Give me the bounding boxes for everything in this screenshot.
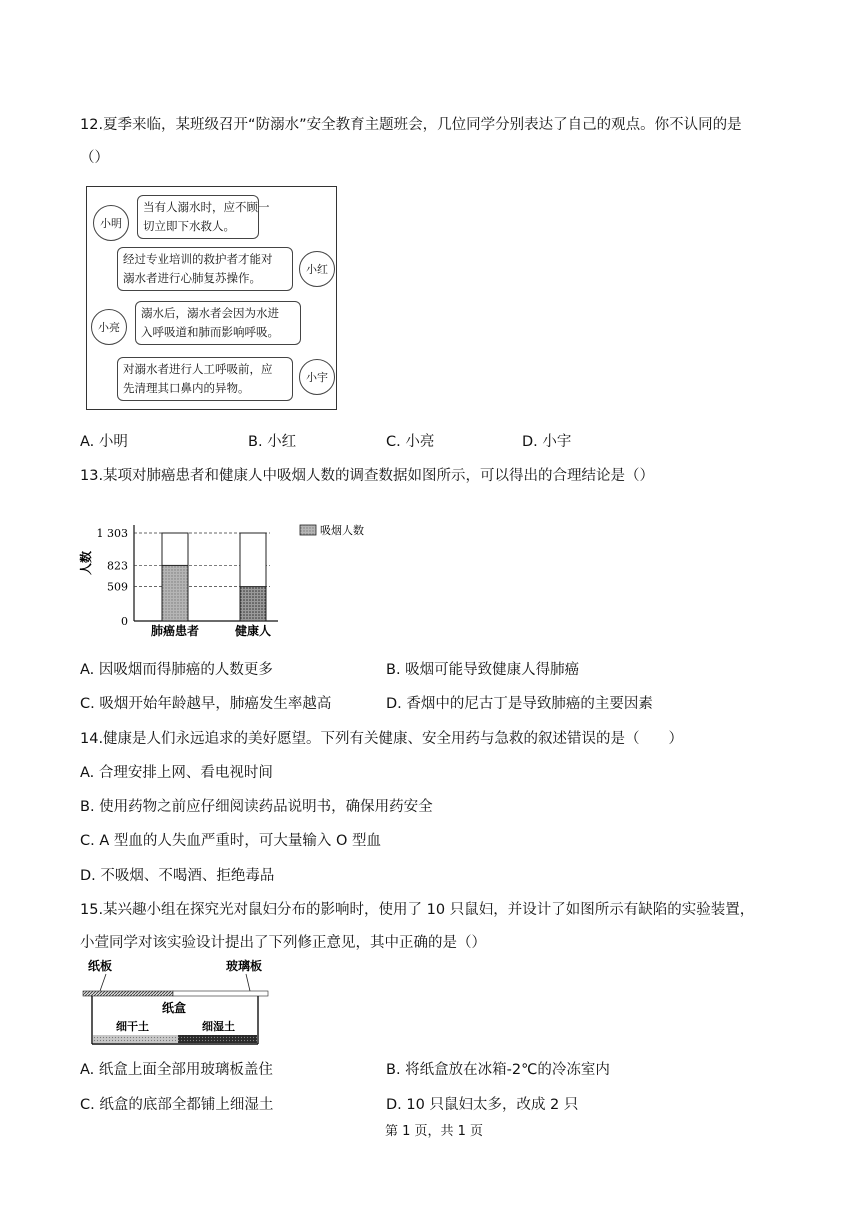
q15-stem-line2: 小萱同学对该实验设计提出了下列修正意见，其中正确的是（） bbox=[80, 935, 486, 951]
q12-option-b[interactable]: B. 小红 bbox=[248, 434, 297, 450]
page-footer: 第 1 页，共 1 页 bbox=[384, 1124, 484, 1139]
q14-option-c[interactable]: C. A 型血的人失血严重时，可大量输入 O 型血 bbox=[80, 833, 382, 849]
y-tick-label: 0 bbox=[121, 615, 128, 628]
q14-stem: 14.健康是人们永远追求的美好愿望。下列有关健康、安全用药与急救的叙述错误的是（ ） bbox=[80, 731, 684, 747]
q13-option-c[interactable]: C. 吸烟开始年龄越早，肺癌发生率越高 bbox=[80, 696, 332, 712]
y-tick-label: 509 bbox=[107, 580, 128, 594]
bar-chart-svg bbox=[78, 515, 398, 645]
pointer-line bbox=[100, 974, 106, 991]
apparatus-svg bbox=[78, 958, 278, 1050]
speech-line: 入呼吸道和肺而影响呼吸。 bbox=[141, 325, 279, 339]
speech-line: 经过专业培训的救护者才能对 bbox=[123, 252, 273, 266]
speech-bubble-xiaoming bbox=[137, 195, 270, 239]
q12-figure bbox=[86, 186, 337, 410]
q15-option-a[interactable]: A. 纸盒上面全部用玻璃板盖住 bbox=[80, 1062, 273, 1078]
avatar-xiaoming: 小明 bbox=[93, 205, 129, 241]
dry-soil-layer bbox=[93, 1035, 178, 1043]
label-wet-soil: 细湿土 bbox=[202, 1020, 235, 1033]
x-tick-label: 健康人 bbox=[234, 624, 272, 638]
speech-line: 对溺水者进行人工呼吸前，应 bbox=[123, 362, 273, 376]
q13-option-b[interactable]: B. 吸烟可能导致健康人得肺癌 bbox=[386, 662, 580, 678]
speech-line: 切立即下水救人。 bbox=[143, 219, 235, 233]
bar-smoking-1 bbox=[162, 565, 188, 621]
q13-option-d[interactable]: D. 香烟中的尼古丁是导致肺癌的主要因素 bbox=[386, 696, 653, 712]
q14-option-d[interactable]: D. 不吸烟、不喝酒、拒绝毒品 bbox=[80, 868, 275, 884]
speech-bubble-xiaoyu bbox=[117, 357, 293, 401]
label-glass: 玻璃板 bbox=[226, 959, 263, 973]
q12-option-c[interactable]: C. 小亮 bbox=[386, 434, 435, 450]
q13-option-a[interactable]: A. 因吸烟而得肺癌的人数更多 bbox=[80, 662, 273, 678]
legend-swatch bbox=[300, 525, 316, 535]
q15-stem-line1: 15.某兴趣小组在探究光对鼠妇分布的影响时，使用了 10 只鼠妇，并设计了如图所示有缺陷的实验装置， bbox=[80, 902, 755, 918]
cardboard-cover bbox=[83, 991, 173, 996]
y-tick-label: 823 bbox=[107, 559, 128, 573]
q13-bar-chart bbox=[78, 515, 398, 645]
pointer-line bbox=[246, 974, 250, 991]
q12-option-a[interactable]: A. 小明 bbox=[80, 434, 128, 450]
speech-line: 先清理其口鼻内的异物。 bbox=[123, 381, 250, 395]
avatar-xiaohong: 小红 bbox=[299, 251, 335, 287]
bar-smoking-2 bbox=[240, 587, 266, 621]
x-tick-label: 肺癌患者 bbox=[150, 624, 200, 638]
avatar-xiaoliang: 小亮 bbox=[91, 309, 127, 345]
label-box: 纸盒 bbox=[162, 1001, 187, 1015]
label-cardboard: 纸板 bbox=[88, 959, 113, 973]
q14-option-a[interactable]: A. 合理安排上网、看电视时间 bbox=[80, 765, 273, 781]
q12-option-d[interactable]: D. 小宇 bbox=[522, 434, 572, 450]
q15-option-c[interactable]: C. 纸盒的底部全都铺上细湿土 bbox=[80, 1097, 274, 1113]
q14-option-b[interactable]: B. 使用药物之前应仔细阅读药品说明书，确保用药安全 bbox=[80, 799, 433, 815]
glass-cover bbox=[173, 991, 268, 996]
y-axis-label: 人数 bbox=[79, 550, 93, 576]
avatar-xiaoyu: 小宇 bbox=[299, 359, 335, 395]
speech-bubble-xiaoliang bbox=[135, 301, 301, 345]
legend-label: 吸烟人数 bbox=[320, 524, 364, 537]
wet-soil-layer bbox=[178, 1035, 257, 1043]
speech-line: 溺水者进行心肺复苏操作。 bbox=[123, 271, 261, 285]
q15-option-b[interactable]: B. 将纸盒放在冰箱-2℃的冷冻室内 bbox=[386, 1062, 610, 1078]
speech-line: 当有人溺水时，应不顾一 bbox=[143, 200, 270, 214]
label-dry-soil: 细干土 bbox=[116, 1020, 149, 1033]
speech-bubble-xiaohong bbox=[117, 247, 293, 291]
y-tick-label: 1 303 bbox=[96, 527, 128, 540]
q15-option-d[interactable]: D. 10 只鼠妇太多，改成 2 只 bbox=[386, 1097, 579, 1113]
q12-stem-line1: 12.夏季来临，某班级召开“防溺水”安全教育主题班会，几位同学分别表达了自己的观点。你不认同的是 bbox=[80, 117, 742, 133]
q12-stem-line2: （） bbox=[80, 150, 109, 166]
speech-line: 溺水后，溺水者会因为水进 bbox=[141, 306, 279, 320]
q15-apparatus-figure bbox=[78, 958, 278, 1050]
q13-stem: 13.某项对肺癌患者和健康人中吸烟人数的调查数据如图所示，可以得出的合理结论是（） bbox=[80, 468, 655, 484]
